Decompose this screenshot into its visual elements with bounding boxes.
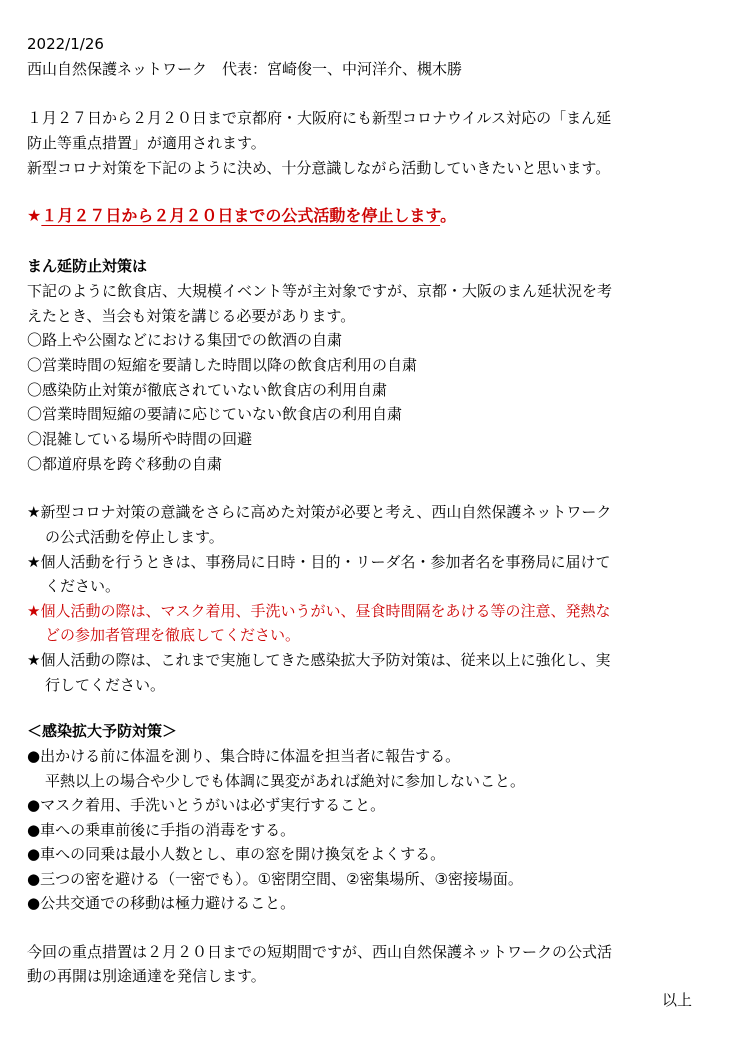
organization-line: 西山自然保護ネットワーク 代表：宮崎俊一、中河洋介、槻木勝 xyxy=(27,60,463,78)
intro-line-2: 防止等重点措置」が適用されます。 xyxy=(27,134,266,152)
headline-suspension xyxy=(27,206,456,226)
notice-1-line-2: の公式活動を停止します。 xyxy=(45,528,224,546)
measure-item: 〇混雑している場所や時間の回避 xyxy=(27,430,253,448)
prevention-item-1-line-1: ●出かける前に体温を測り、集合時に体温を担当者に報告する。 xyxy=(27,747,461,765)
document-date: 2022/1/26 xyxy=(27,35,104,53)
closing-line-2: 動の再開は別途通達を発信します。 xyxy=(27,967,266,985)
measure-item: 〇路上や公園などにおける集団での飲酒の自粛 xyxy=(27,331,343,349)
star-icon: ★ xyxy=(27,206,42,225)
headline-text: １月２７日から２月２０日までの公式活動を停止します xyxy=(41,206,441,225)
measure-item: 〇営業時間の短縮を要請した時間以降の飲食店利用の自粛 xyxy=(27,356,418,374)
prevention-item-5: ●三つの密を避ける（一密でも）。①密閉空間、②密集場所、③密接場面。 xyxy=(27,870,523,888)
notice-4-line-2: 行してください。 xyxy=(45,676,166,694)
notice-3-line-1: ★個人活動の際は、マスク着用、手洗いうがい、昼食時間隔をあける等の注意、発熱な xyxy=(27,602,611,620)
notice-1-line-1: ★新型コロナ対策の意識をさらに高めた対策が必要と考え、西山自然保護ネットワーク xyxy=(27,503,612,521)
closing-end-mark: 以上 xyxy=(662,991,693,1009)
intro-line-1: １月２７日から２月２０日まで京都府・大阪府にも新型コロナウイルス対応の「まん延 xyxy=(27,109,612,127)
prevention-item-3: ●車への乗車前後に手指の消毒をする。 xyxy=(27,821,296,839)
prevention-item-4: ●車への同乗は最小人数とし、車の窓を開け換気をよくする。 xyxy=(27,845,446,863)
prevention-item-1-line-2: 平熱以上の場合や少しでも体調に異変があれば絶対に参加しないこと。 xyxy=(45,772,526,790)
notice-3-line-2: どの参加者管理を徹底してください。 xyxy=(45,626,301,644)
notice-2-line-2: ください。 xyxy=(45,577,121,595)
prevention-item-6: ●公共交通での移動は極力避けること。 xyxy=(27,894,296,912)
closing-line-1: 今回の重点措置は２月２０日までの短期間ですが、西山自然保護ネットワークの公式活 xyxy=(27,943,613,961)
notice-2-line-1: ★個人活動を行うときは、事務局に日時・目的・リーダ名・参加者名を事務局に届けて xyxy=(27,553,611,571)
measures-desc-line-2: えたとき、当会も対策を講じる必要があります。 xyxy=(27,307,356,325)
measure-item: 〇感染防止対策が徹底されていない飲食店の利用自粛 xyxy=(27,381,388,399)
notice-4-line-1: ★個人活動の際は、これまで実施してきた感染拡大予防対策は、従来以上に強化し、実 xyxy=(27,651,611,669)
prevention-title: ＜感染拡大予防対策＞ xyxy=(27,722,178,740)
prevention-item-2: ●マスク着用、手洗いとうがいは必ず実行すること。 xyxy=(27,796,386,814)
measures-desc-line-1: 下記のように飲食店、大規模イベント等が主対象ですが、京都・大阪のまん延状況を考 xyxy=(27,282,613,300)
measure-item: 〇都道府県を跨ぐ移動の自粛 xyxy=(27,455,223,473)
headline-period: 。 xyxy=(440,206,457,225)
measures-title: まん延防止対策は xyxy=(27,257,148,275)
intro-line-3: 新型コロナ対策を下記のように決め、十分意識しながら活動していきたいと思います。 xyxy=(27,159,611,177)
measure-item: 〇営業時間短縮の要請に応じていない飲食店の利用自粛 xyxy=(27,405,403,423)
